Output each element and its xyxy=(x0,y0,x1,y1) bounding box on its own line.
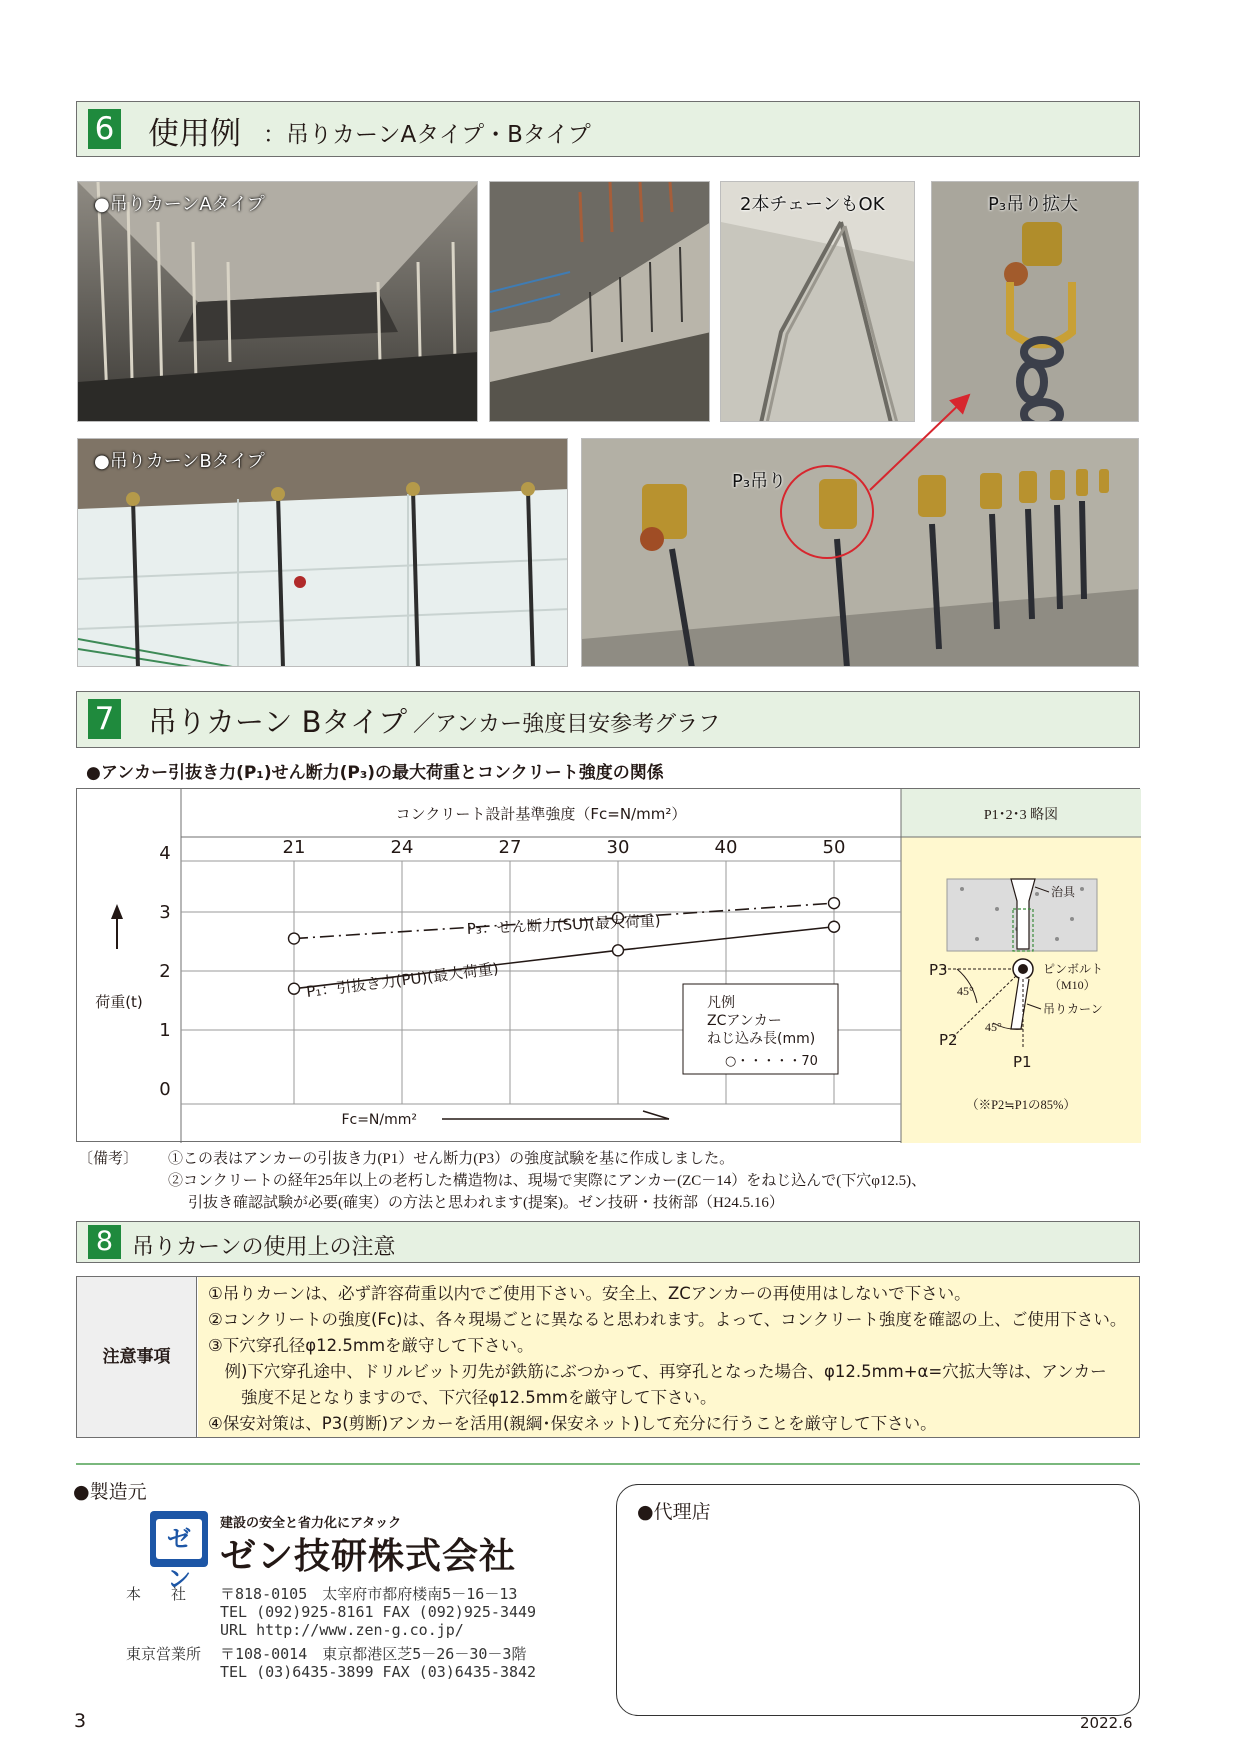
concrete-speck xyxy=(995,907,999,911)
y-tick-label: 0 xyxy=(159,1079,171,1100)
label-a-type: ●吊りカーンAタイプ xyxy=(94,194,265,215)
pin-bolt-inner xyxy=(1018,964,1028,974)
notes-line-3: 引抜き確認試験が必要(確実）の方法と思われます(提案)。ゼン技研・技術部（H24.5.16） xyxy=(188,1195,784,1211)
chart-subheading: ●アンカー引抜き力(P₁)せん断力(P₃)の最大荷重とコンクリート強度の関係 xyxy=(86,763,664,783)
notes-line-2: ②コンクリートの経年25年以上の老朽した構造物は、現場で実際にアンカー(ZC－14）をねじ込んで(下穴φ12.5)、 xyxy=(168,1173,927,1189)
x-tick-label: 24 xyxy=(390,837,414,858)
issue-date: 2022.6 xyxy=(1080,1714,1133,1732)
diagram-title: P1･2･3 略図 xyxy=(983,808,1059,823)
caution-item: ①吊りカーンは、必ず許容荷重以内でご使用下さい。安全上、ZCアンカーの再使用はしないで下さい。 xyxy=(208,1284,971,1303)
legend-line-2: ねじ込み長(mm) xyxy=(707,1031,816,1047)
photo-a-type-image xyxy=(78,182,478,422)
chart-title: コンクリート設計基準強度（Fc=N/mm²） xyxy=(395,805,687,823)
label-angle-1: 45° xyxy=(957,984,974,998)
label-p1: P1 xyxy=(1013,1053,1032,1071)
y-axis-label: 荷重(t) xyxy=(95,993,143,1011)
photo-two-chains xyxy=(720,181,915,422)
photo-p3-enlarge xyxy=(931,181,1139,422)
section-7-number: 7 xyxy=(88,699,121,739)
concrete-speck xyxy=(1035,892,1039,896)
agent-box xyxy=(616,1484,1140,1716)
photo-p3-row-image xyxy=(582,439,1139,667)
tokyo-address: 〒108-0014 東京都港区芝5－26－30－3階 xyxy=(220,1645,527,1663)
maker-label: ●製造元 xyxy=(73,1481,147,1503)
label-p2: P2 xyxy=(939,1031,958,1049)
agent-label: ●代理店 xyxy=(637,1501,711,1523)
section-6-title-sub: ：吊りカーンAタイプ・Bタイプ xyxy=(263,122,591,148)
caution-item: ②コンクリートの強度(Fc)は、各々現場ごとに異なると思われます。よって、コンクリート強度を確認の上、ご使用下さい。 xyxy=(208,1310,1127,1329)
section-7-header xyxy=(76,691,1140,748)
concrete-speck xyxy=(1055,937,1059,941)
label-p3-enlarge: P₃吊り拡大 xyxy=(988,194,1079,215)
caution-item: ④保安対策は、P3(剪断)アンカーを活用(親綱･保安ネット)して充分に行うことを厳守して下さい。 xyxy=(208,1414,937,1433)
maker-tagline: 建設の安全と省力化にアタック xyxy=(220,1516,402,1531)
x-tick-label: 21 xyxy=(282,837,306,858)
concrete-speck xyxy=(960,887,964,891)
label-two-chains: 2本チェーンもOK xyxy=(740,194,885,215)
section-6-number: 6 xyxy=(88,109,121,149)
diagram-note: （※P2≒P1の85%） xyxy=(966,1098,1076,1112)
photo-bridge-image xyxy=(490,182,710,422)
hq-url[interactable]: URL http://www.zen-g.co.jp/ xyxy=(220,1621,464,1639)
label-p3: P₃吊り xyxy=(732,471,787,492)
x-tick-label: 40 xyxy=(714,837,738,858)
photo-bridge-girder xyxy=(489,181,710,422)
y-tick-label: 2 xyxy=(159,961,171,982)
hq-address: 〒818-0105 太宰府市都府楼南5－16－13 xyxy=(220,1585,518,1603)
y-tick-label: 4 xyxy=(159,843,171,864)
hq-phone: TEL (092)925-8161 FAX (092)925-3449 xyxy=(220,1603,537,1621)
data-point xyxy=(829,898,840,909)
page-number: 3 xyxy=(74,1710,87,1732)
caution-body xyxy=(198,1277,1139,1437)
section-8-number: 8 xyxy=(88,1225,121,1259)
label-pin-bolt: ピンボルト xyxy=(1043,962,1104,976)
series-label: P₃：せん断力(SU)(最大荷重) xyxy=(466,911,661,938)
photo-a-type-ceiling xyxy=(77,181,478,422)
legend-title: 凡例 xyxy=(707,995,735,1011)
x-axis-arrow-head xyxy=(643,1111,669,1119)
photo-two-chains-image xyxy=(721,182,915,422)
x-axis-label: Fc=N/mm² xyxy=(341,1112,417,1128)
photo-p3-enlarge-image xyxy=(932,182,1139,422)
label-pin-bolt-size: （M10） xyxy=(1049,978,1096,992)
x-tick-label: 50 xyxy=(822,837,846,858)
photo-p3-row xyxy=(581,438,1139,667)
company-name: ゼン技研株式会社 xyxy=(220,1536,517,1577)
notes-block xyxy=(78,1148,926,1214)
section-8-title: 吊りカーンの使用上の注意 xyxy=(132,1235,396,1260)
data-point xyxy=(289,933,300,944)
label-b-type: ●吊りカーンBタイプ xyxy=(94,451,265,472)
caution-table xyxy=(76,1276,1140,1438)
caution-item: 例)下穴穿孔途中、ドリルビット刃先が鉄筋にぶつかって、再穿孔となった場合、φ12.5mm+α=穴拡大等は、アンカー xyxy=(208,1362,1107,1381)
section-7-title-main: 吊りカーン Bタイプ xyxy=(148,705,408,739)
label-angle-2: 45° xyxy=(985,1020,1002,1034)
caution-item: 強度不足となりますので、下穴径φ12.5mmを厳守して下さい。 xyxy=(208,1388,717,1407)
label-p3: P3 xyxy=(929,961,948,979)
y-axis-arrow-head xyxy=(111,904,123,919)
strength-chart xyxy=(77,789,1141,1143)
chart-box xyxy=(76,788,1140,1142)
x-tick-label: 30 xyxy=(606,837,630,858)
caution-item: ③下穴穿孔径φ12.5mmを厳守して下さい。 xyxy=(208,1336,534,1355)
data-point xyxy=(613,945,624,956)
notes-label: 〔備考〕 xyxy=(78,1151,139,1167)
notes-line-1: ①この表はアンカーの引抜き力(P1）せん断力(P3）の強度試験を基に作成しました。 xyxy=(168,1151,735,1167)
series-label: P₁：引抜き力(PU)(最大荷重) xyxy=(305,959,500,1001)
concrete-speck xyxy=(975,937,979,941)
footer-divider xyxy=(76,1463,1140,1465)
section-8-header xyxy=(76,1221,1140,1263)
label-jig: 治具 xyxy=(1051,885,1076,899)
company-logo xyxy=(150,1511,208,1593)
caution-label: 注意事項 xyxy=(77,1277,197,1437)
tokyo-phone: TEL (03)6435-3899 FAX (03)6435-3842 xyxy=(220,1663,537,1681)
section-7-title-sub: ／アンカー強度目安参考グラフ xyxy=(413,712,721,737)
section-6-header xyxy=(76,101,1140,157)
label-hanger: 吊りカーン xyxy=(1043,1002,1103,1016)
concrete-speck xyxy=(1070,917,1074,921)
x-tick-label: 27 xyxy=(498,837,522,858)
photo-b-type-image xyxy=(78,439,568,667)
logo-mark: ゼン xyxy=(156,1519,202,1559)
legend-entry: ○・・・・・70 xyxy=(725,1054,818,1069)
data-point xyxy=(829,921,840,932)
y-tick-label: 1 xyxy=(159,1020,171,1041)
legend-line-1: ZCアンカー xyxy=(707,1013,782,1029)
section-6-title-main: 使用例 xyxy=(148,116,241,152)
y-tick-label: 3 xyxy=(159,902,171,923)
tokyo-label: 東京営業所 xyxy=(126,1645,202,1663)
data-point xyxy=(289,983,300,994)
photo-b-type xyxy=(77,438,568,667)
concrete-speck xyxy=(1080,887,1084,891)
hq-label: 本 社 xyxy=(126,1585,187,1603)
